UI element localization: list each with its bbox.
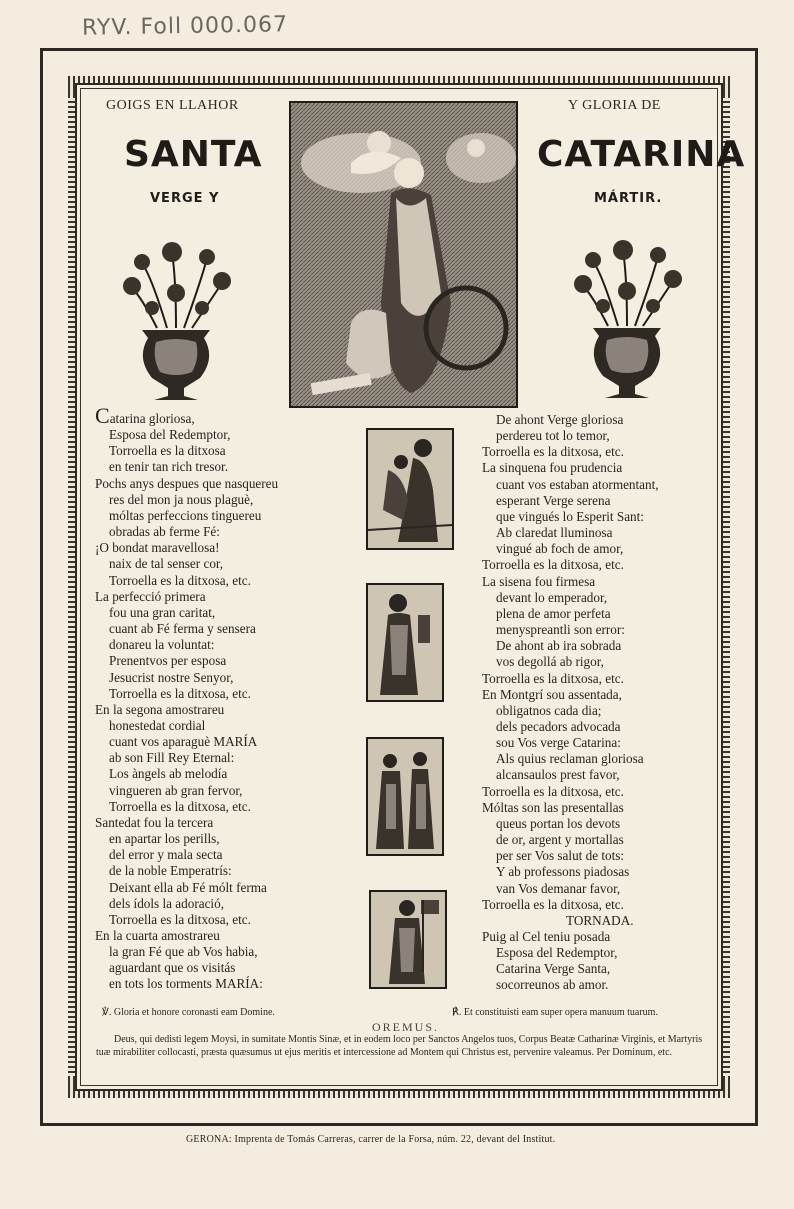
flower-vase-left-illustration xyxy=(112,238,240,404)
tornada-heading: TORNADA. xyxy=(566,912,634,928)
verse-line: Esposa del Redemptor, xyxy=(496,945,618,961)
verse-line: per ser Vos salut de tots: xyxy=(496,848,625,864)
verse-line: Jesucrist nostre Senyor, xyxy=(109,669,234,685)
verse-line: fou una gran caritat, xyxy=(109,604,216,620)
verse-line: naix de tal senser cor, xyxy=(109,556,224,572)
verse-line: Y ab professons piadosas xyxy=(496,864,630,880)
verse-line: Puig al Cel teniu posada xyxy=(482,929,611,944)
woodcut-saint-figure xyxy=(366,583,444,702)
verse-line: alcansaulos prest favor, xyxy=(496,767,620,783)
shelfmark-annotation: RYV. Foll 000.067 xyxy=(81,12,289,41)
verse-line: plena de amor perfeta xyxy=(496,605,611,621)
verse-line: vingueren ab gran fervor, xyxy=(109,782,243,798)
verse-line xyxy=(95,403,355,428)
verse-line: La sisena fou firmesa xyxy=(482,573,596,589)
saint-catherine-engraving xyxy=(289,101,518,408)
verse-line: La perfecció primera xyxy=(95,588,206,604)
verse-line: res del mon ja nous plaguè, xyxy=(109,491,254,507)
verse-line: Prenentvos per esposa xyxy=(109,653,227,669)
verse-line: de la noble Emperatrís: xyxy=(109,863,232,879)
verse-line: La sinquena fou prudencia xyxy=(482,460,623,476)
verse-line: cuant vos aparaguè MARÍA xyxy=(109,734,258,750)
verse-line: perdereu tot lo temor, xyxy=(496,428,610,444)
header-left-mid: VERGE Y xyxy=(150,191,220,206)
flower-vase-right-illustration xyxy=(563,236,691,402)
verse-line: En la cuarta amostrareu xyxy=(95,928,220,943)
verse-line: honestedat cordial xyxy=(109,717,206,733)
verse-line: vos degollá ab rigor, xyxy=(496,654,604,670)
verse-line: dels pecadors advocada xyxy=(496,718,621,734)
verses-left-column xyxy=(95,403,355,993)
header-title-santa: SANTA xyxy=(124,134,263,175)
verse-line: Torroella es la ditxosa, etc. xyxy=(109,685,251,701)
verse-line: Torroella es la ditxosa xyxy=(109,443,226,459)
verse-line: En la segona amostrareu xyxy=(95,701,225,717)
verse-line: ab son Fill Rey Eternal: xyxy=(109,750,235,766)
verse-line: de or, argent y mortallas xyxy=(496,832,624,848)
printer-imprint: GERONA: Imprenta de Tomás Carreras, carrer de la Forsa, núm. 22, devant del Institut. xyxy=(186,1134,556,1145)
verse-line: Ab claredat lluminosa xyxy=(496,525,613,541)
verse-line: Torroella es la ditxosa, etc. xyxy=(482,670,624,686)
verse-line: Catarina Verge Santa, xyxy=(496,961,611,977)
verse-line: Torroella es la ditxosa, etc. xyxy=(482,557,624,573)
verse-line: en tenir tan rich tresor. xyxy=(109,459,229,475)
verse-line: queus portan los devots xyxy=(496,815,621,831)
verse-line: obradas ab ferme Fé: xyxy=(109,524,220,540)
verse-line: en tots los torments MARÍA: xyxy=(109,976,263,992)
versicle-right: ℟. Et constituisti eam super opera manuum tuarum. xyxy=(452,1007,658,1018)
closing-prayer: Deus, qui dedisti legem Moysi, in sumitate Montis Sinæ, et in eodem loco per Sanctos Angelos tuos, Corpus Beatæ Catharinæ Virginis, et Martyris tuæ mirabiliter collocasti, præsta quæsumus ut ejus meritis et intercessione ad Montem qui Christus est, pervenire valeamus. Per Dominum, etc. xyxy=(96,1034,703,1058)
verse-line: Als quius reclaman gloriosa xyxy=(496,751,644,767)
verse-line: obligatnos cada dia; xyxy=(496,702,602,718)
versicle-left: ℣. Gloria et honore coronasti eam Domine. xyxy=(102,1007,275,1018)
verse-line: la gran Fé que ab Vos habia, xyxy=(109,944,258,960)
verse-line: dels ídols la adoració, xyxy=(109,895,224,911)
verse-line: Torroella es la ditxosa, etc. xyxy=(109,911,251,927)
verse-line: aguardant que os visitás xyxy=(109,960,236,976)
verse-line: Los àngels ab melodía xyxy=(109,766,228,782)
verse-line: en apartar los perills, xyxy=(109,831,220,847)
verse-line: sou Vos verge Catarina: xyxy=(496,735,621,751)
verse-line: Torroella es la ditxosa, etc. xyxy=(109,572,251,588)
verse-line: De ahont ab ira sobrada xyxy=(496,638,622,654)
verse-line: Santedat fou la tercera xyxy=(95,814,214,830)
verse-line: Móltas son las presentallas xyxy=(482,799,624,815)
oremus-heading: OREMUS. xyxy=(372,1020,440,1034)
header-right-small: Y GLORIA DE xyxy=(568,98,661,113)
verse-line: cuant vos estaban atormentant, xyxy=(496,476,659,492)
verse-line: esperant Verge serena xyxy=(496,492,611,508)
drop-capital: C xyxy=(95,403,110,428)
verse-line: donareu la voluntat: xyxy=(109,637,215,653)
verse-line: ¡O bondat maravellosa! xyxy=(95,540,220,556)
verse-line: móltas perfeccions tinguereu xyxy=(109,507,262,523)
verse-line: socorreunos ab amor. xyxy=(496,977,609,993)
verse-line: Torroella es la ditxosa, etc. xyxy=(482,444,624,460)
woodcut-saint-with-banner xyxy=(369,890,447,989)
verse-line: Deixant ella ab Fé mólt ferma xyxy=(109,879,267,895)
header-right-mid: MÁRTIR. xyxy=(594,191,663,206)
verse-line: En Montgrí sou assentada, xyxy=(482,686,622,702)
verse-line: vingué ab foch de amor, xyxy=(496,541,624,557)
header-left-small: GOIGS EN LLAHOR xyxy=(106,98,239,113)
woodcut-madonna-child xyxy=(366,428,454,550)
verse-line: que vingués lo Esperit Sant: xyxy=(496,508,644,524)
header-title-catarina: CATARINA xyxy=(537,134,746,175)
woodcut-two-saints xyxy=(366,737,444,856)
verse-line: van Vos demanar favor, xyxy=(496,880,621,896)
verses-right-column xyxy=(482,412,722,994)
verse-line: Pochs anys despues que nasquereu xyxy=(95,475,279,491)
verse-line: De ahont Verge gloriosa xyxy=(496,412,624,427)
verse-line: devant lo emperador, xyxy=(496,589,608,605)
verse-line: Torroella es la ditxosa, etc. xyxy=(482,783,624,799)
verse-line: del error y mala secta xyxy=(109,847,223,863)
verse-line: Esposa del Redemptor, xyxy=(109,427,231,443)
verse-line: cuant ab Fé ferma y sensera xyxy=(109,621,256,637)
verse-line: Torroella es la ditxosa, etc. xyxy=(109,798,251,814)
verse-line-text: atarina gloriosa, xyxy=(109,411,195,426)
verse-line: Torroella es la ditxosa, etc. xyxy=(482,896,624,912)
verse-line: menyspreantli son error: xyxy=(496,622,625,638)
